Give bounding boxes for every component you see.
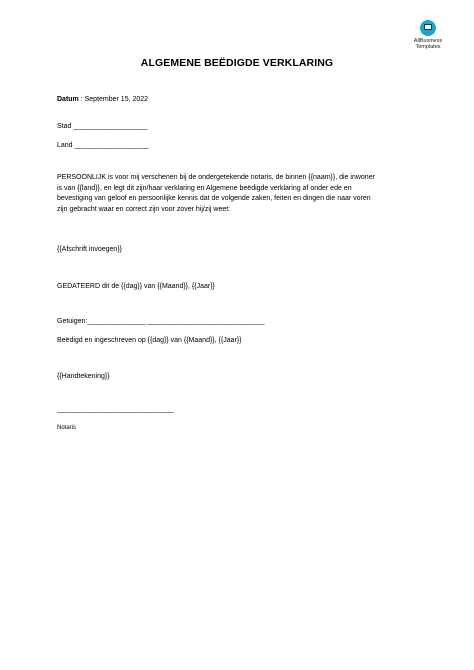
date-separator: :: [78, 96, 85, 103]
date-label: Datum: [57, 96, 79, 103]
body-line: is van {{land}}, en legt dit zijn/haar verklaring en Algemene beëdigde verklaring af onder ede en: [57, 184, 352, 192]
body-line: PERSOONLIJK is voor mij verschenen bij de ondergetekende notaris, de binnen {{naam}}, die inwoner: [57, 174, 375, 181]
stad-field: Stad ___________________: [57, 123, 148, 130]
laptop-icon: [420, 20, 436, 36]
body-line: zijn gebracht waar en correct zijn voor zover hij/zij weet:: [57, 205, 231, 213]
signature-line: ______________________________: [57, 406, 174, 413]
afschrift-placeholder: {{Afschrift invoegen}}: [57, 246, 122, 253]
body-paragraph: [57, 173, 427, 215]
body-line: bevestiging van geloof en persoonlijke kennis dat de volgende zaken, feiten en dingen die naar voren: [57, 195, 371, 203]
date-line: [57, 95, 148, 106]
brand-logo: [408, 20, 448, 50]
document-title: ALGEMENE BEËDIGDE VERKLARING: [140, 57, 334, 69]
date-value: September 15, 2022: [84, 96, 149, 103]
logo-line-2: Templates: [415, 44, 441, 50]
land-field: Land ___________________: [57, 142, 149, 149]
notaris-label: Notaris: [57, 425, 77, 431]
gedateerd-line: GEDATEERD dit de {{dag}} van {{Maand}}, {{Jaar}}: [57, 283, 215, 290]
beedigd-line: Beëdigd en ingeschreven op {{dag}} van {{Maand}}, {{Jaar}}: [57, 337, 242, 344]
getuigen-line: Getuigen:_______________ ______________________________: [57, 318, 265, 325]
handtekening-placeholder: {{Handtekening}}: [57, 373, 110, 380]
logo-line-1: AllBusiness: [413, 38, 443, 44]
